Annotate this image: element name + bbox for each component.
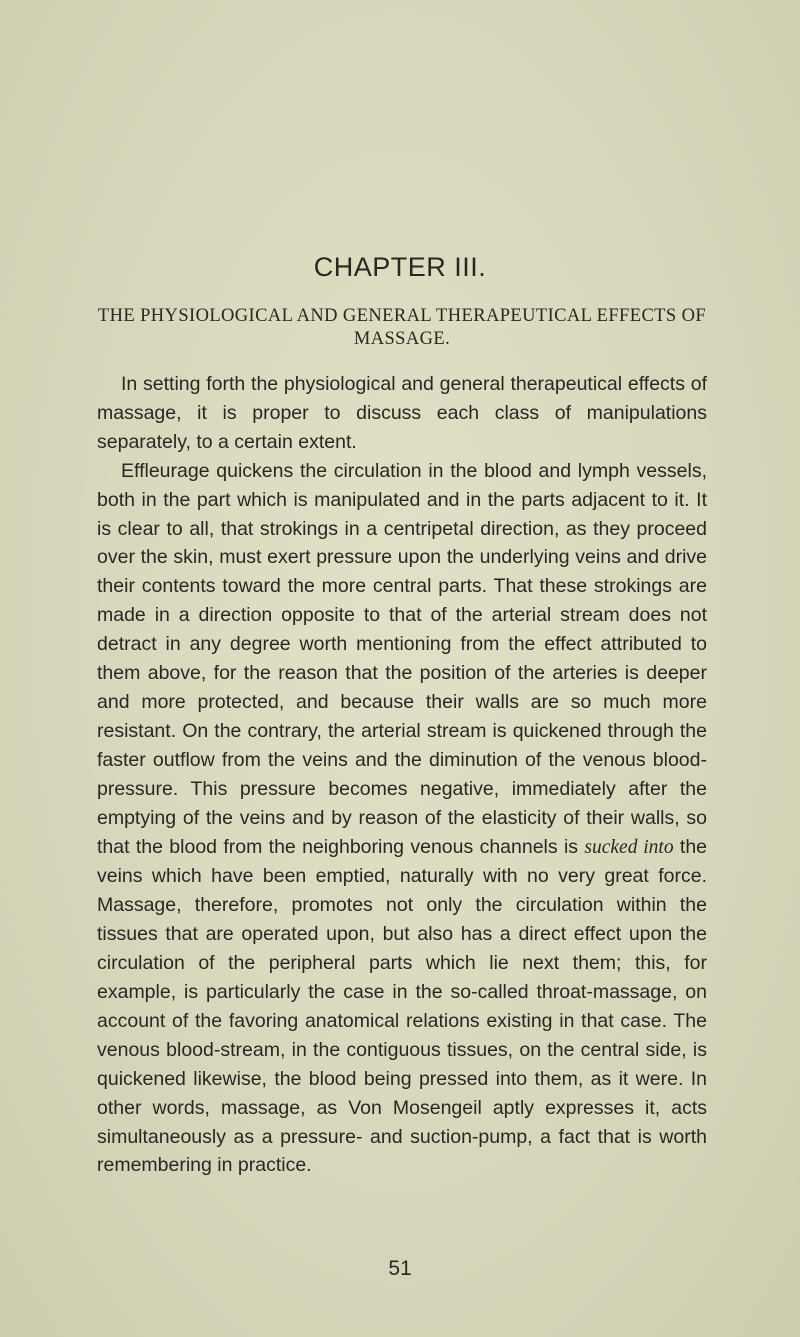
- page-number: 51: [388, 1257, 412, 1280]
- paragraph-2: [97, 457, 707, 1181]
- paragraph-1: In setting forth the physiological and general therapeutical effects of massage, it is proper to discuss each class of manipulations separately, to a certain extent.: [97, 373, 707, 453]
- italic-emphasis: sucked into: [584, 836, 674, 858]
- body-text: [97, 370, 707, 1180]
- section-heading: THE PHYSIOLOGICAL AND GENERAL THERAPEUTICAL EFFECTS OF MASSAGE.: [97, 306, 707, 349]
- paragraph-2-continuation: the veins which have been emptied, naturally with no very great force. Massage, therefore, promotes not only the circulation within the tissues that are operated upon, but also has a direct effect upon the circulation of the peripheral parts which lie next them; this, for example, is particularly the case in the so-called throat-massage, on account of the favoring anatomical relations existing in that case. The venous blood-stream, in the contiguous tissues, on the central side, is quickened likewise, the blood being pressed into them, as it were. In other words, massage, as Von Mosengeil aptly expresses it, acts simultaneously as a pressure- and suction-pump, a fact that is worth remembering in practice.: [97, 835, 708, 1177]
- paragraph-2-text: Effleurage quickens the circulation in the blood and lymph vessels, both in the part which is manipulated and in the parts adjacent to it. It is clear to all, that strokings in a centripetal direction, as they proceed over the skin, must exert pressure upon the underlying veins and drive their contents toward the more central parts. That these strokings are made in a direction opposite to that of the arterial stream does not detract in any degree worth mentioning from the effect attributed to them above, for the reason that the position of the arteries is deeper and more protected, and because their walls are so much more resistant. On the contrary, the arterial stream is quickened through the faster outflow from the veins and the diminution of the venous blood-pressure. This pressure becomes negative, immediately after the emptying of the veins and by reason of the elasticity of their walls, so that the blood from the neighboring venous channels is: [97, 459, 707, 858]
- chapter-title: CHAPTER III.: [313, 252, 487, 282]
